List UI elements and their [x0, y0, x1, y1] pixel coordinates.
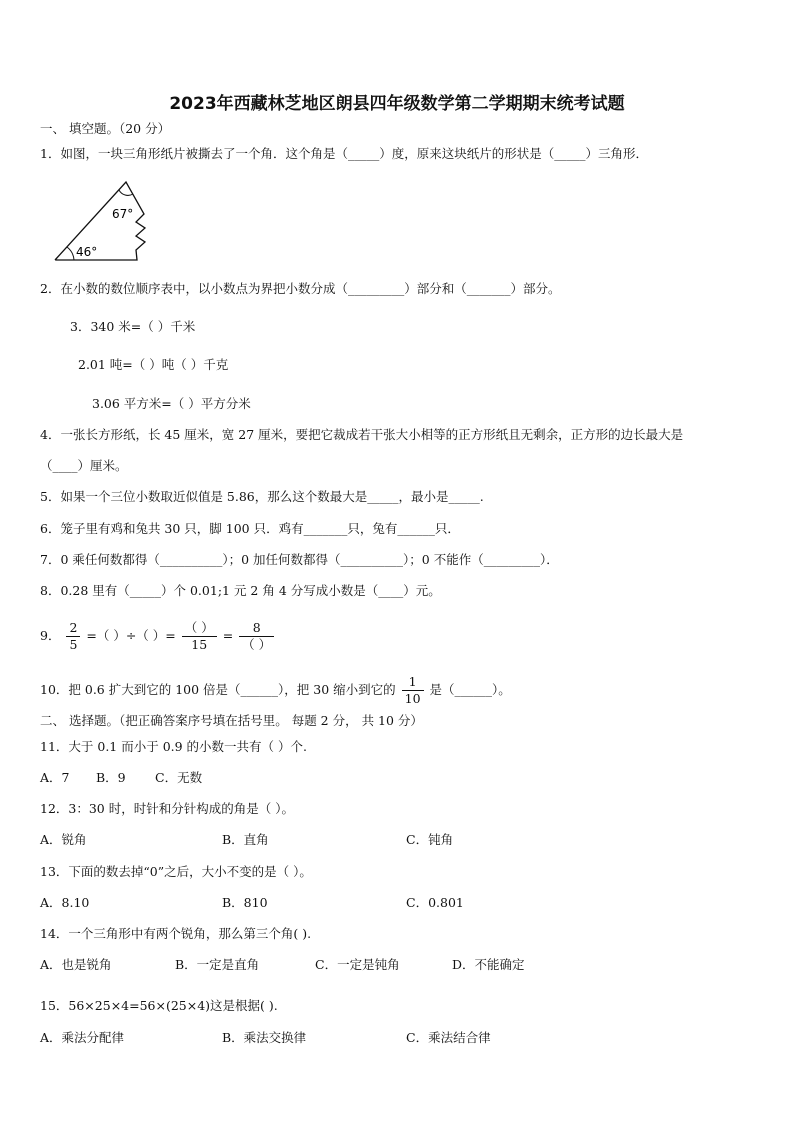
- question-3c: 3.06 平方米=（ ）平方分米: [92, 396, 251, 411]
- fraction-numerator: 8: [239, 620, 274, 637]
- section-2-heading: 二、 选择题。（把正确答案序号填在括号里。 每题 2 分， 共 10 分）: [40, 713, 423, 728]
- question-12-option-b: B．直角: [222, 832, 269, 847]
- question-15-option-c: C．乘法结合律: [406, 1030, 491, 1045]
- section-1-heading: 一、 填空题。（20 分）: [40, 121, 171, 136]
- fraction-8-blank: [239, 620, 274, 653]
- fraction-denominator: 5: [69, 637, 78, 652]
- question-11-option-a: A．7: [40, 770, 70, 785]
- question-4-line-1: 4．一张长方形纸，长 45 厘米，宽 27 厘米，要把它裁成若干张大小相等的正方形纸且无剩余，正方形的边长最大是: [40, 427, 684, 442]
- angle-46-label: 46°: [76, 245, 98, 259]
- angle-67-label: 67°: [112, 207, 134, 221]
- question-11: 11．大于 0.1 而小于 0.9 的小数一共有（ ）个.: [40, 739, 308, 754]
- question-4-line-2: （____）厘米。: [40, 458, 128, 473]
- question-15-option-a: A．乘法分配律: [40, 1030, 125, 1045]
- question-14: 14．一个三角形中有两个锐角，那么第三个角( ).: [40, 926, 312, 941]
- question-3a: 3．340 米=（ ）千米: [70, 319, 196, 334]
- fraction-2-5: [66, 620, 80, 653]
- fraction-1-10: [402, 674, 424, 707]
- question-13-option-a: A．8.10: [40, 895, 90, 910]
- question-6: 6．笼子里有鸡和兔共 30 只，脚 100 只．鸡有_______只，兔有______只．: [40, 521, 460, 536]
- question-14-option-c: C．一定是钝角: [315, 957, 400, 972]
- fraction-blank-15: [182, 620, 217, 653]
- fraction-numerator: 2: [66, 620, 80, 637]
- question-9: [40, 616, 276, 656]
- fraction-numerator: 1: [402, 674, 424, 691]
- question-2: 2．在小数的数位顺序表中，以小数点为界把小数分成（_________）部分和（_______）部分。: [40, 281, 561, 296]
- question-13-option-c: C．0.801: [406, 895, 464, 910]
- question-7: 7．0 乘任何数都得（__________）；0 加任何数都得（__________）；0 不能作（_________）．: [40, 552, 559, 567]
- question-10-text-before: 10．把 0.6 扩大到它的 100 倍是（______），把 30 缩小到它的: [40, 682, 396, 697]
- question-15-option-b: B．乘法交换律: [222, 1030, 307, 1045]
- torn-triangle-figure: [52, 178, 152, 264]
- question-12: 12．3：30 时，时针和分针构成的角是（ ）。: [40, 801, 294, 816]
- question-14-option-a: A．也是锐角: [40, 957, 112, 972]
- question-14-option-d: D．不能确定: [452, 957, 525, 972]
- question-13-option-b: B．810: [222, 895, 268, 910]
- fraction-denominator: （ ）: [242, 637, 272, 652]
- question-15: 15．56×25×4=56×(25×4)这是根据( ).: [40, 998, 278, 1013]
- question-1: 1．如图，一块三角形纸片被撕去了一个角．这个角是（_____）度，原来这块纸片的形状是（_____）三角形．: [40, 146, 648, 161]
- question-12-option-c: C．钝角: [406, 832, 454, 847]
- question-9-label: 9．: [40, 628, 61, 643]
- fraction-numerator: （ ）: [182, 620, 217, 637]
- question-13: 13．下面的数去掉“0”之后，大小不变的是（ ）。: [40, 864, 312, 879]
- equals-sign: =: [222, 628, 234, 643]
- question-14-option-b: B．一定是直角: [175, 957, 260, 972]
- question-11-option-c: C．无数: [155, 770, 203, 785]
- fraction-denominator: 15: [191, 637, 208, 652]
- question-5: 5．如果一个三位小数取近似值是 5.86，那么这个数最大是_____，最小是_____.: [40, 489, 484, 504]
- page-title: 2023年西藏林芝地区朗县四年级数学第二学期期末统考试题: [169, 94, 625, 114]
- question-10-text-after: 是（______）。: [429, 682, 511, 697]
- question-8: 8．0.28 里有（_____）个 0.01;1 元 2 角 4 分写成小数是（____）元。: [40, 583, 441, 598]
- fraction-denominator: 10: [404, 691, 421, 706]
- question-11-option-b: B．9: [96, 770, 126, 785]
- question-12-option-a: A．锐角: [40, 832, 87, 847]
- question-10: [40, 670, 511, 710]
- question-9-middle: =（ ）÷（ ）=: [86, 628, 176, 643]
- question-3b: 2.01 吨=（ ）吨（ ）千克: [78, 357, 229, 372]
